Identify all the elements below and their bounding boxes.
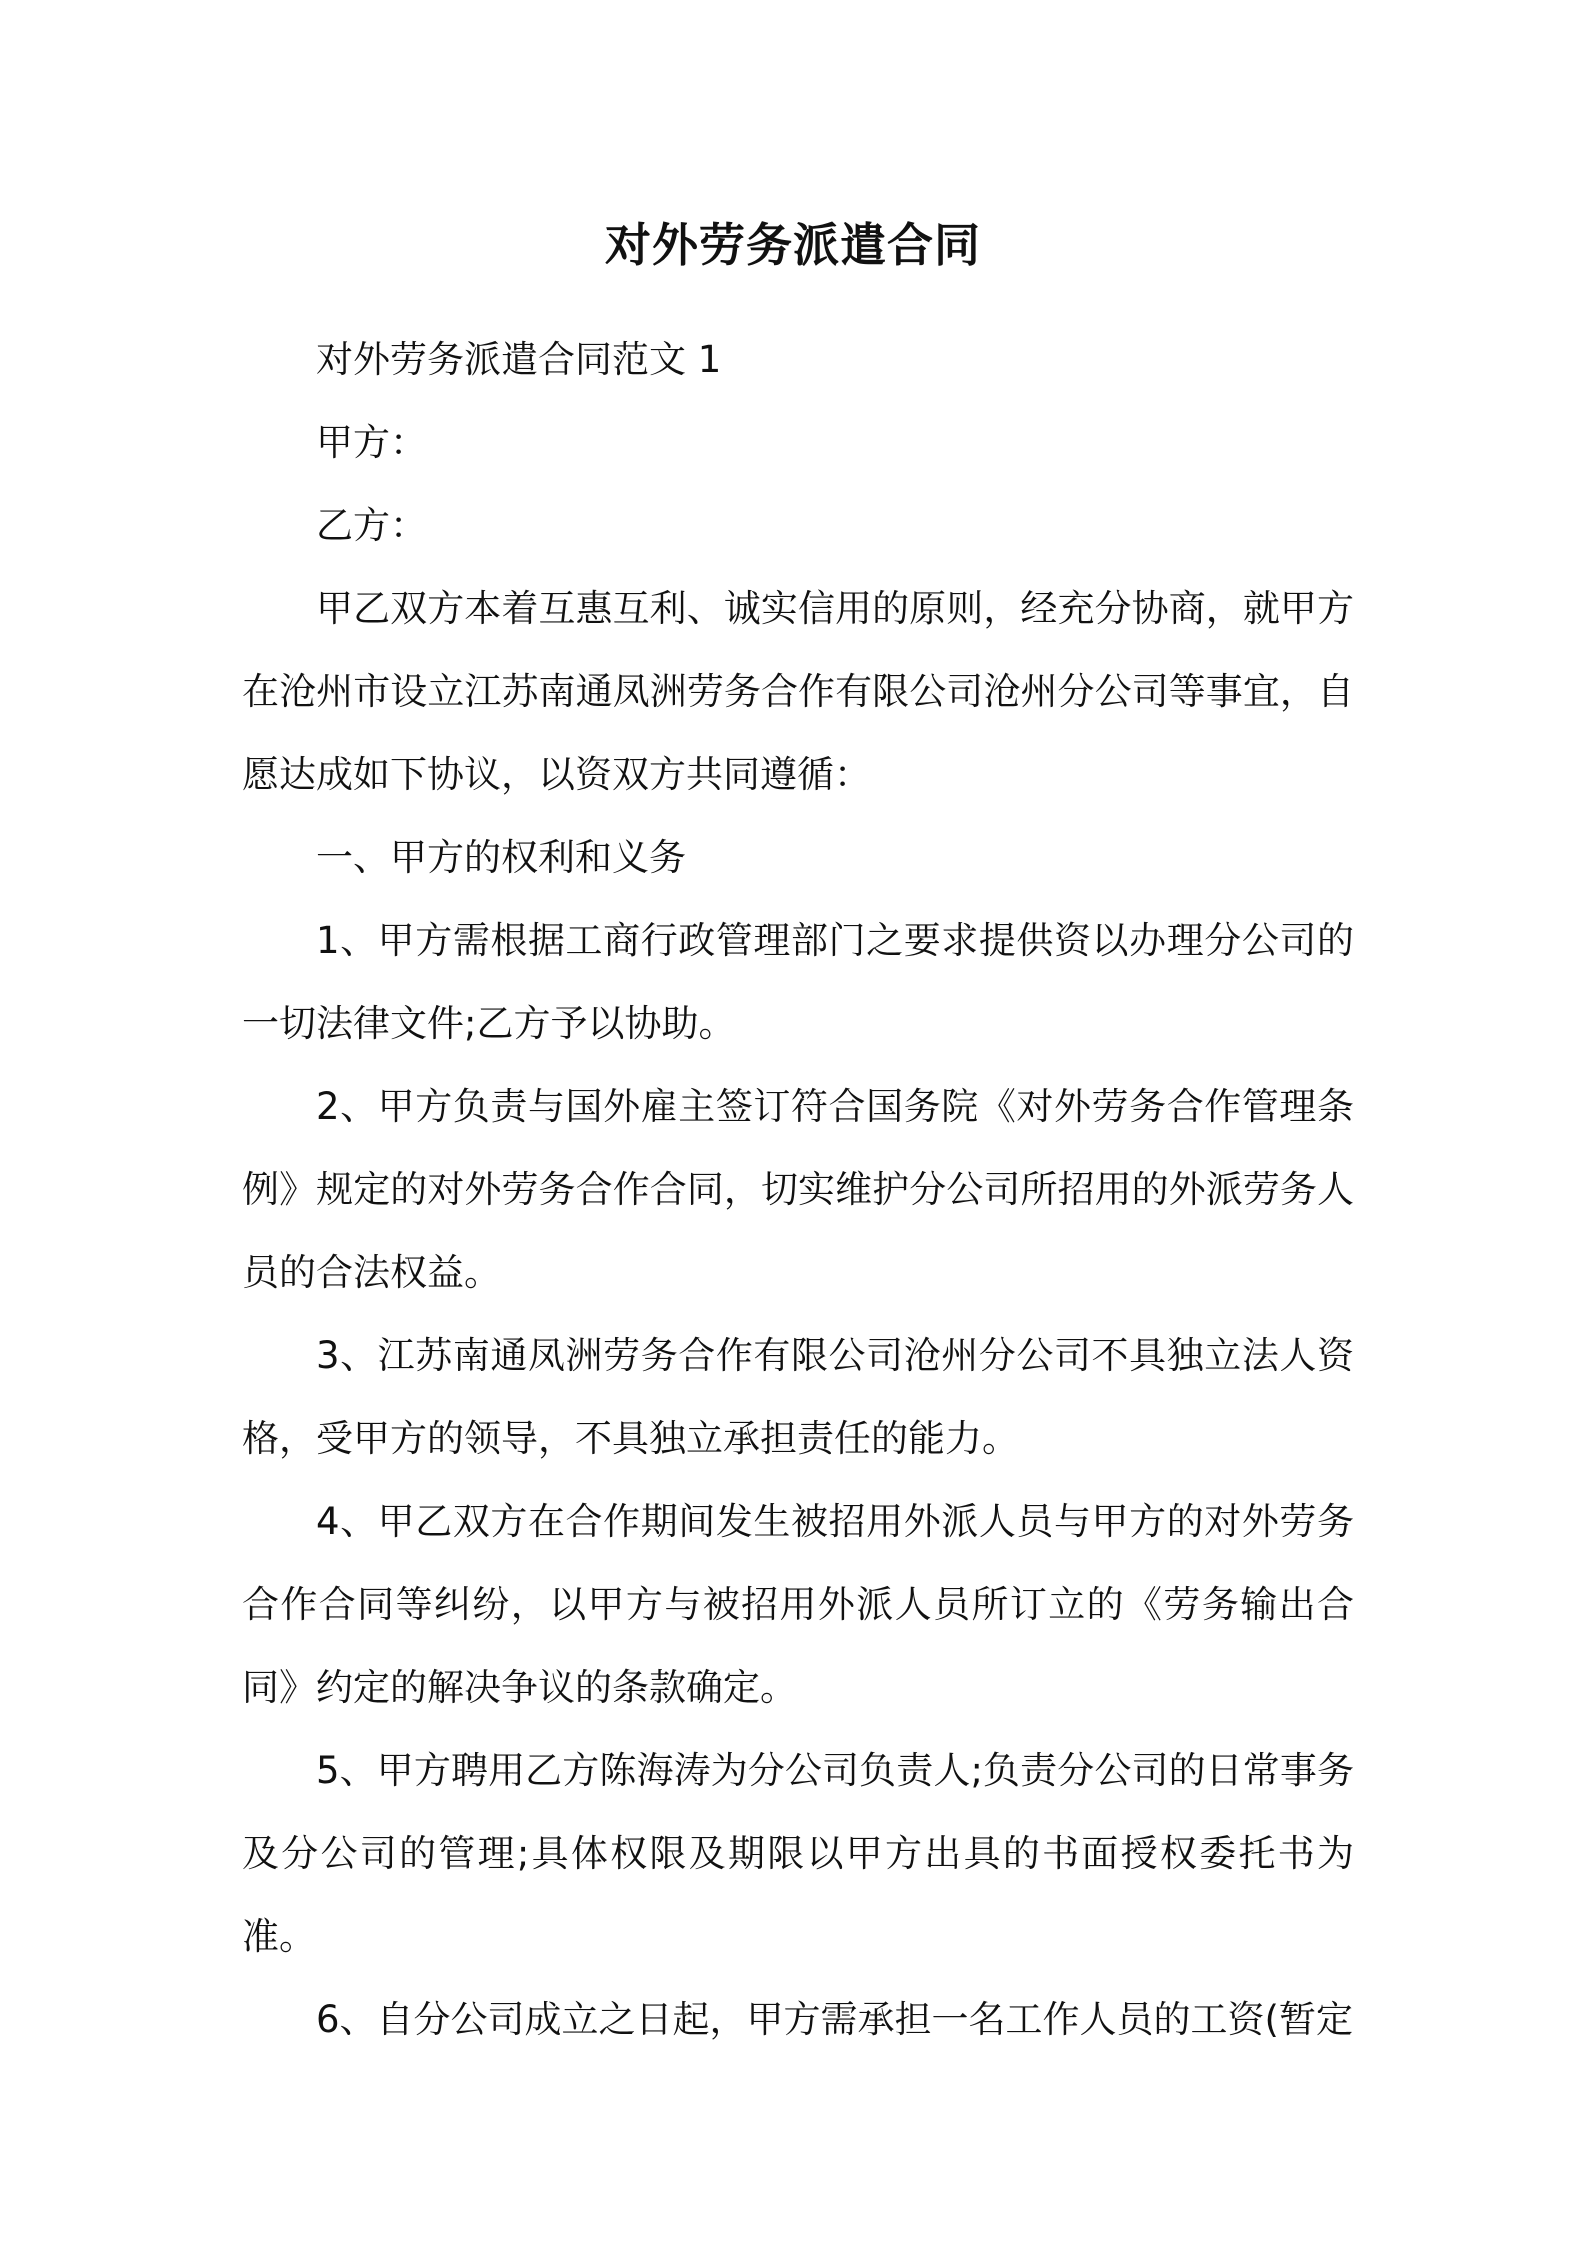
paragraph-preamble: 甲乙双方本着互惠互利、诚实信用的原则，经充分协商，就甲方在沧州市设立江苏南通凤洲劳务合作有限公司沧州分公司等事宜，自愿达成如下协议，以资双方共同遵循：	[242, 587, 1354, 796]
section-heading-rights: 一、甲方的权利和义务	[316, 836, 686, 879]
paragraph-party-a: 甲方：	[316, 421, 427, 464]
paragraph-subtitle: 对外劳务派遣合同范文 1	[316, 338, 722, 381]
clause-4: 4、甲乙双方在合作期间发生被招用外派人员与甲方的对外劳务合作合同等纠纷，以甲方与被招用外派人员所订立的《劳务输出合同》约定的解决争议的条款确定。	[242, 1500, 1354, 1709]
paragraph-party-b: 乙方：	[316, 504, 427, 547]
document-body	[242, 318, 1354, 2061]
clause-2: 2、甲方负责与国外雇主签订符合国务院《对外劳务合作管理条例》规定的对外劳务合作合同，切实维护分公司所招用的外派劳务人员的合法权益。	[242, 1085, 1354, 1294]
clause-6: 6、自分公司成立之日起，甲方需承担一名工作人员的工资(暂定	[316, 1998, 1353, 2041]
document-title: 对外劳务派遣合同	[605, 218, 981, 272]
clause-5: 5、甲方聘用乙方陈海涛为分公司负责人;负责分公司的日常事务及分公司的管理;具体权限及期限以甲方出具的书面授权委托书为准。	[242, 1749, 1354, 1958]
clause-1: 1、甲方需根据工商行政管理部门之要求提供资以办理分公司的一切法律文件;乙方予以协助。	[242, 919, 1354, 1045]
clause-3: 3、江苏南通凤洲劳务合作有限公司沧州分公司不具独立法人资格，受甲方的领导，不具独立承担责任的能力。	[242, 1334, 1354, 1460]
